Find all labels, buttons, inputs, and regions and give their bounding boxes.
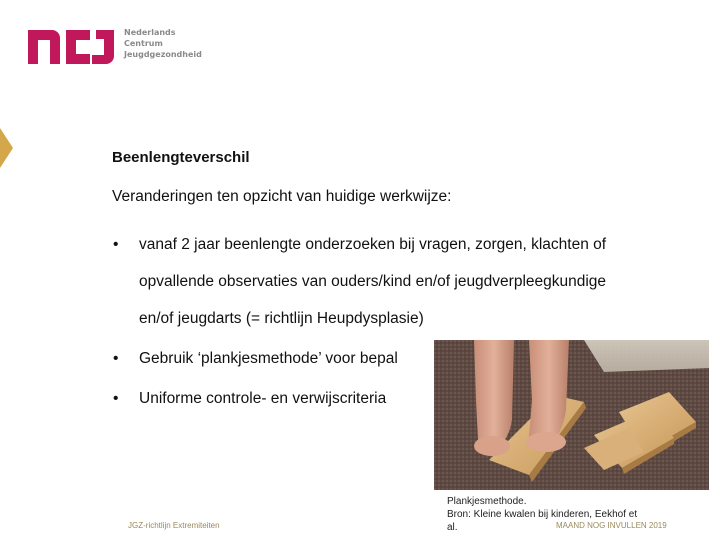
bullet-line: • vanaf 2 jaar beenlengte onderzoeken bij vragen, zorgen, klachten of xyxy=(139,236,607,253)
logo-line-1: Nederlands xyxy=(124,28,176,37)
footer-date: MAAND NOG INVULLEN 2019 xyxy=(556,521,667,530)
caption-line: Plankjesmethode. xyxy=(447,496,527,507)
bullet-item: • Uniforme controle- en verwijscriteria xyxy=(112,380,692,417)
caption-line: Bron: Kleine kwalen bij kinderen, Eekhof et xyxy=(447,509,638,520)
bullet-line: opvallende observaties van ouders/kind en/of jeugdverpleegkundige xyxy=(139,273,607,290)
logo-wordmark xyxy=(124,27,202,60)
logo-line-2: Centrum xyxy=(124,39,163,48)
bullet-line: en/of jeugdarts (= richtlijn Heupdysplasie) xyxy=(139,310,424,327)
caption-line: al. xyxy=(447,522,458,533)
bullet-item xyxy=(112,226,692,337)
logo-line-3: Jeugdgezondheid xyxy=(124,50,202,59)
slide-title: Beenlengteverschil xyxy=(112,149,250,166)
footer-guideline-name: JGZ-richtlijn Extremiteiten xyxy=(128,521,220,530)
ncj-logo xyxy=(28,26,120,66)
plankjes-photo xyxy=(434,340,709,490)
side-arrow-marker xyxy=(0,128,13,168)
bullet-item: • Gebruik ‘plankjesmethode’ voor bepal xyxy=(112,340,692,377)
slide-subtitle: Veranderingen ten opzicht van huidige werkwijze: xyxy=(112,188,452,205)
